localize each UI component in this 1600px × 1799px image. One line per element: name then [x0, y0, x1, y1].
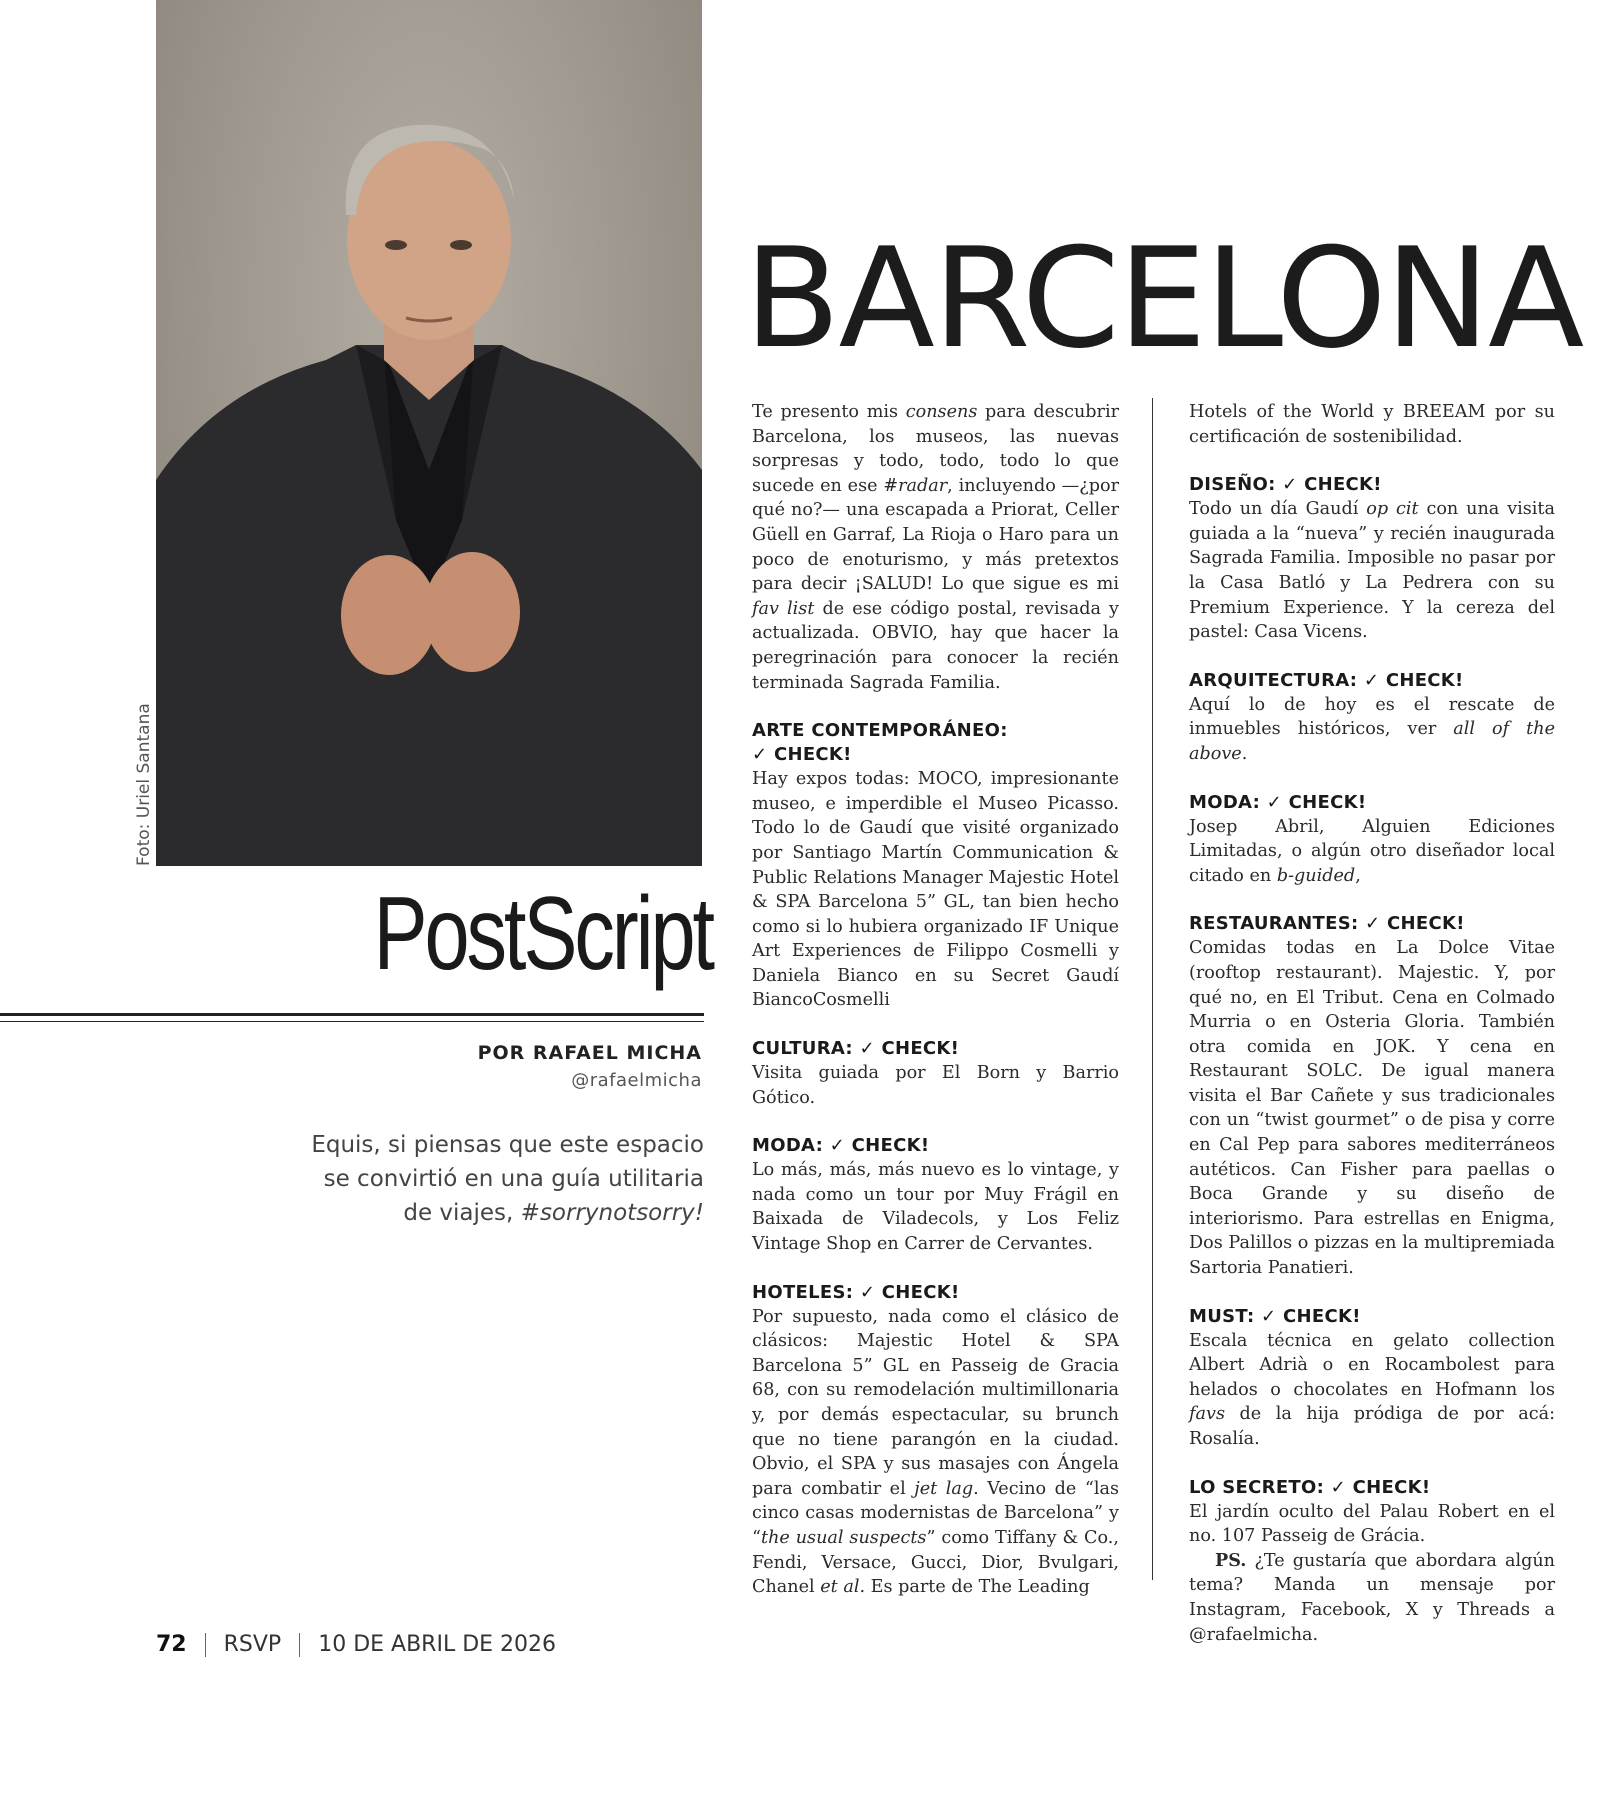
- article-headline: BARCELONA: [744, 218, 1583, 379]
- section-heading: DISEÑO: ✓ CHECK!: [1189, 474, 1382, 496]
- section-body: Comidas todas en La Dolce Vitae (rooftop restaurant). Majestic. Y, por qué no, en El Tribut. Cena en Colmado Murria o en Osteria Gloria. También otra comida en JOK. Y cena en Restaurant SOLC. De igual manera visita el Bar Cañete y sus tradicionales con un “twist gourmet” o de pisa y corre en Cal Pep para sabores mediterráneos autéticos. Can Fisher para paellas o Boca Grande y su diseño de interiorismo. Para estrellas en Enigma, Dos Palillos o pizzas en la multipremiada Sartoria Panatieri.: [1189, 938, 1555, 1279]
- intro-line: de viajes,: [403, 1200, 521, 1226]
- intro-line: se convirtió en una guía utilitaria: [323, 1166, 704, 1192]
- rule-divider: [0, 1013, 704, 1016]
- intro-hashtag: #sorrynotsorry!: [520, 1200, 704, 1226]
- section-body: Escala técnica en gelato collection Albert Adrià o en Rocambolest para helados o chocolates en Hofmann los favs de la hija pródiga de por acá: Rosalía.: [1189, 1330, 1555, 1449]
- section-arquitectura: [1189, 669, 1555, 767]
- section-cultura: [752, 1037, 1119, 1110]
- section-body: Lo más, más, más nuevo es lo vintage, y nada como un tour por Muy Frágil en Baixada de Viladecols, y Los Feliz Vintage Shop en Carrer de Cervantes.: [752, 1160, 1119, 1255]
- section-diseno: [1189, 473, 1555, 645]
- footer-separator: [205, 1633, 206, 1657]
- magazine-name: RSVP: [223, 1632, 282, 1657]
- section-body: Josep Abril, Alguien Ediciones Limitadas, o algún otro diseñador local citado en b-guided,: [1189, 816, 1555, 886]
- portrait-photo: [156, 0, 702, 866]
- section-must: [1189, 1305, 1555, 1452]
- intro-line: Equis, si piensas que este espacio: [311, 1132, 704, 1158]
- author-byline: POR RAFAEL MICHA: [477, 1042, 702, 1064]
- section-heading: MODA: ✓ CHECK!: [1189, 791, 1367, 813]
- section-heading: RESTAURANTES: ✓ CHECK!: [1189, 913, 1465, 935]
- section-heading: CULTURA: ✓ CHECK!: [752, 1038, 960, 1060]
- page-number: 72: [156, 1632, 187, 1657]
- section-restaurantes: [1189, 912, 1555, 1280]
- section-heading: HOTELES: ✓ CHECK!: [752, 1281, 960, 1303]
- section-body: El jardín oculto del Palau Robert en el no. 107 Passeig de Grácia.: [1189, 1501, 1555, 1547]
- section-body: Visita guiada por El Born y Barrio Gótico.: [752, 1063, 1119, 1108]
- photo-credit: Foto: Uriel Santana: [134, 703, 154, 866]
- article-lead: Te presento mis consens para descubrir Barcelona, los museos, las nuevas sorpresas y todo, todo, todo lo que sucede en ese #radar, incluyendo —¿por qué no?— una escapada a Priorat, Celler Güell en Garraf, La Rioja o Haro para un poco de enoturismo, y más pretextos para decir ¡SALUD! Lo que sigue es mi fav list de ese código postal, revisada y actualizada. OBVIO, hay que hacer la peregrinación para conocer la recién terminada Sagrada Familia.: [752, 402, 1120, 693]
- column-intro: [270, 1128, 704, 1230]
- page-footer: [156, 1632, 556, 1657]
- rule-divider-thin: [0, 1021, 704, 1022]
- postscript-note: PS. ¿Te gustaría que abordara algún tema? Manda un mensaje por Instagram, Facebook, X y Threads a @rafaelmicha.: [1189, 1549, 1555, 1645]
- column-divider: [1152, 398, 1153, 1580]
- section-moda-2: [1189, 791, 1555, 889]
- section-arte: [752, 719, 1119, 1013]
- article-column-2: [1189, 400, 1555, 1647]
- author-handle: @rafaelmicha: [571, 1070, 702, 1091]
- portrait-illustration: [156, 0, 702, 866]
- footer-separator: [299, 1633, 300, 1657]
- section-body: Hay expos todas: MOCO, impresionante museo, e imperdible el Museo Picasso. Todo lo de Gaudí que visité organizado por Santiago Martín Communication & Public Relations Manager Majestic Hotel & SPA Barcelona 5” GL, tan bien hecho como si lo hubiera organizado IF Unique Art Experiences de Filippo Cosmelli y Daniela Bianco en su Secret Gaudí BiancoCosmelli: [752, 769, 1119, 1011]
- section-body: Por supuesto, nada como el clásico de clásicos: Majestic Hotel & SPA Barcelona 5” GL en Passeig de Gracia 68, con su remodelación multimillonaria y, por demás espectacular, su brunch que no tiene parangón en la ciudad. Obvio, el SPA y sus masajes con Ángela para combatir el jet lag. Vecino de “las cinco casas modernistas de Barcelona” y “the usual suspects” como Tiffany & Co., Fendi, Versace, Gucci, Dior, Bvulgari, Chanel et al. Es parte de The Leading: [752, 1306, 1119, 1598]
- section-body: Todo un día Gaudí op cit con una visita guiada a la “nueva” y recién inaugurada Sagrada Familia. Imposible no pasar por la Casa Batló y La Pedrera con su Premium Experience. Y la cereza del pastel: Casa Vicens.: [1189, 499, 1555, 643]
- column-title: PostScript: [373, 876, 712, 992]
- section-hoteles: [752, 1281, 1119, 1600]
- section-heading: ARTE CONTEMPORÁNEO: ✓ CHECK!: [752, 720, 1008, 766]
- section-body: Aquí lo de hoy es el rescate de inmuebles históricos, ver all of the above.: [1189, 694, 1555, 764]
- section-heading: LO SECRETO: ✓ CHECK!: [1189, 1476, 1431, 1498]
- issue-date: 10 DE ABRIL DE 2026: [318, 1632, 557, 1657]
- article-column-1: [752, 400, 1119, 1600]
- section-lo-secreto: [1189, 1476, 1555, 1549]
- section-heading: ARQUITECTURA: ✓ CHECK!: [1189, 669, 1464, 691]
- section-heading: MUST: ✓ CHECK!: [1189, 1305, 1361, 1327]
- section-heading: MODA: ✓ CHECK!: [752, 1135, 930, 1157]
- continued-text: Hotels of the World y BREEAM por su certificación de sostenibilidad.: [1189, 402, 1555, 447]
- section-moda: [752, 1134, 1119, 1256]
